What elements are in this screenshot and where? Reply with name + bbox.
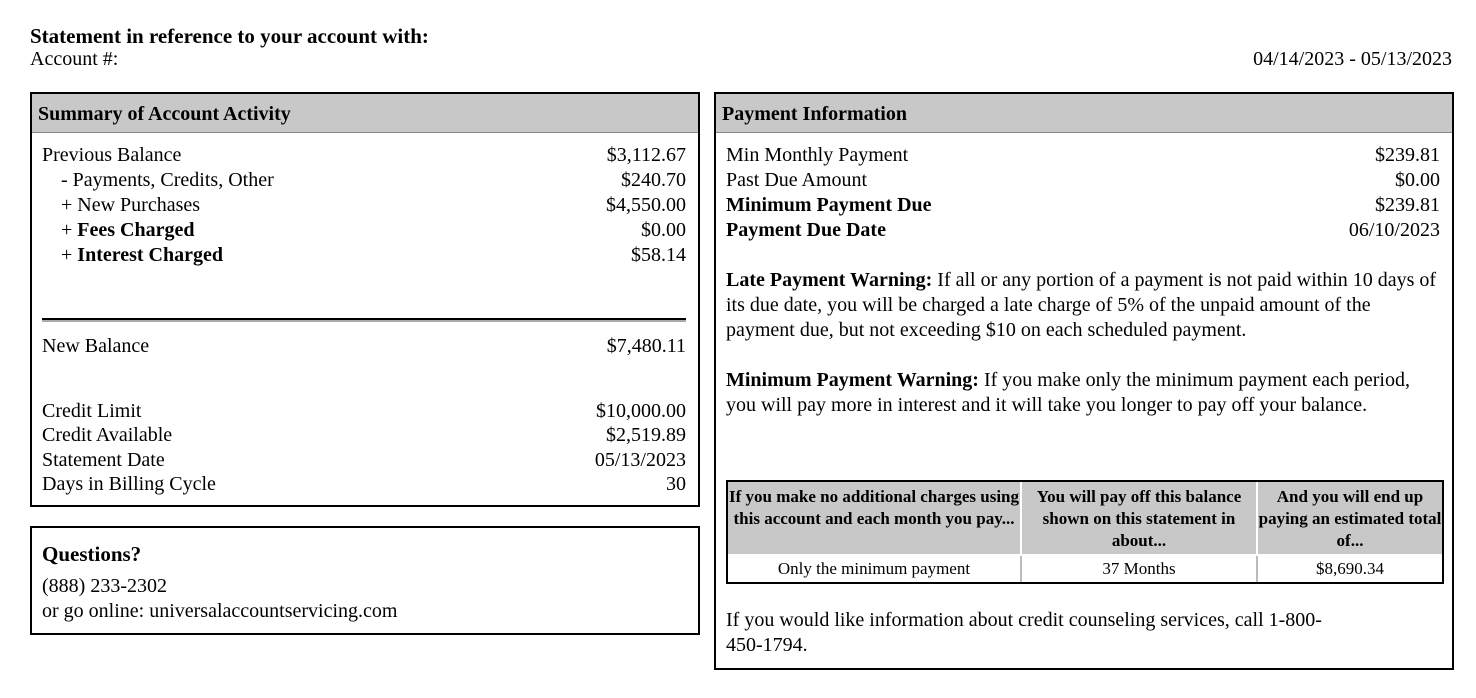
fees-row <box>42 218 686 243</box>
minimum-payment-warning <box>726 368 1440 418</box>
table-cell: Only the minimum payment <box>777 559 971 578</box>
min-monthly-label: Min Monthly Payment <box>726 144 909 166</box>
credit-limit-label: Credit Limit <box>42 400 142 422</box>
payment-heading: Payment Information <box>716 94 1452 133</box>
statement-date-value: 05/13/2023 <box>594 449 686 471</box>
questions-online: or go online: universalaccountservicing.com <box>42 600 398 622</box>
purchases-value: $4,550.00 <box>606 194 686 216</box>
table-header-cell: If you make no additional charges using this account and each month you pay... <box>729 487 1019 528</box>
billing-cycle-row <box>42 472 686 497</box>
payment-box <box>714 92 1454 670</box>
statement-period: 04/14/2023 - 05/13/2023 <box>1253 48 1452 70</box>
credit-available-label: Credit Available <box>42 424 173 446</box>
min-due-label: Minimum Payment Due <box>726 194 932 216</box>
table-cell: $8,690.34 <box>1256 556 1442 582</box>
minimum-payment-table <box>726 480 1444 584</box>
previous-balance-row <box>42 143 686 168</box>
statement-date-label: Statement Date <box>42 449 165 471</box>
payments-label: - Payments, Credits, Other <box>61 169 274 191</box>
late-warning-title: Late Payment Warning: <box>726 269 933 291</box>
credit-available-value: $2,519.89 <box>606 424 686 446</box>
table-cell: 37 Months <box>1020 556 1256 582</box>
fees-value: $0.00 <box>641 219 686 241</box>
min-monthly-row <box>726 143 1440 168</box>
interest-value: $58.14 <box>631 244 686 266</box>
interest-label <box>42 243 223 268</box>
min-warning-text: If you make only the minimum payment each period, you will pay more in interest and it will take you longer to pay off your balance. <box>726 369 1410 416</box>
payments-row <box>42 168 686 193</box>
billing-cycle-label: Days in Billing Cycle <box>42 473 216 495</box>
due-date-label: Payment Due Date <box>726 219 886 241</box>
credit-limit-row <box>42 399 686 424</box>
past-due-value: $0.00 <box>1395 169 1440 191</box>
fees-label <box>42 218 194 243</box>
credit-counseling-text: If you would like information about credit counseling services, call 1-800-450-1794. <box>726 609 1322 656</box>
new-balance-value: $7,480.11 <box>606 335 686 357</box>
questions-heading: Questions? <box>42 542 142 566</box>
fees-prefix: + <box>61 219 78 241</box>
summary-box <box>30 92 700 507</box>
interest-row <box>42 243 686 268</box>
interest-prefix: + <box>61 244 78 266</box>
credit-available-row <box>42 423 686 448</box>
account-number-label: Account #: <box>30 48 119 70</box>
min-warning-title: Minimum Payment Warning: <box>726 369 979 391</box>
fees-label-text: Fees Charged <box>77 219 195 241</box>
previous-balance-label: Previous Balance <box>42 144 182 166</box>
due-date-value: 06/10/2023 <box>1348 219 1440 241</box>
statement-date-row <box>42 448 686 473</box>
table-header-cell: You will pay off this balance shown on this statement in about... <box>1020 482 1256 554</box>
statement-title: Statement in reference to your account with: <box>30 24 429 48</box>
min-monthly-value: $239.81 <box>1375 144 1440 166</box>
purchases-row <box>42 193 686 218</box>
payments-value: $240.70 <box>621 169 686 191</box>
late-payment-warning <box>726 268 1440 343</box>
summary-divider <box>42 318 686 320</box>
due-date-row <box>726 218 1440 243</box>
late-warning-text: If all or any portion of a payment is not paid within 10 days of its due date, you will be charged a late charge of 5% of the unpaid amount of the payment due, but not exceeding $10 on each scheduled payment. <box>726 269 1437 341</box>
min-due-value: $239.81 <box>1375 194 1440 216</box>
credit-limit-value: $10,000.00 <box>596 400 686 422</box>
min-due-row <box>726 193 1440 218</box>
purchases-label: + New Purchases <box>61 194 201 216</box>
table-header-cell: And you will end up paying an estimated total of... <box>1256 482 1442 554</box>
past-due-label: Past Due Amount <box>726 169 868 191</box>
interest-label-text: Interest Charged <box>77 244 224 266</box>
new-balance-row <box>42 334 686 359</box>
summary-heading: Summary of Account Activity <box>32 94 698 133</box>
new-balance-label: New Balance <box>42 335 150 357</box>
questions-box <box>30 526 700 635</box>
billing-cycle-value: 30 <box>666 473 686 495</box>
questions-phone: (888) 233-2302 <box>42 575 167 597</box>
previous-balance-value: $3,112.67 <box>606 144 686 166</box>
past-due-row <box>726 168 1440 193</box>
